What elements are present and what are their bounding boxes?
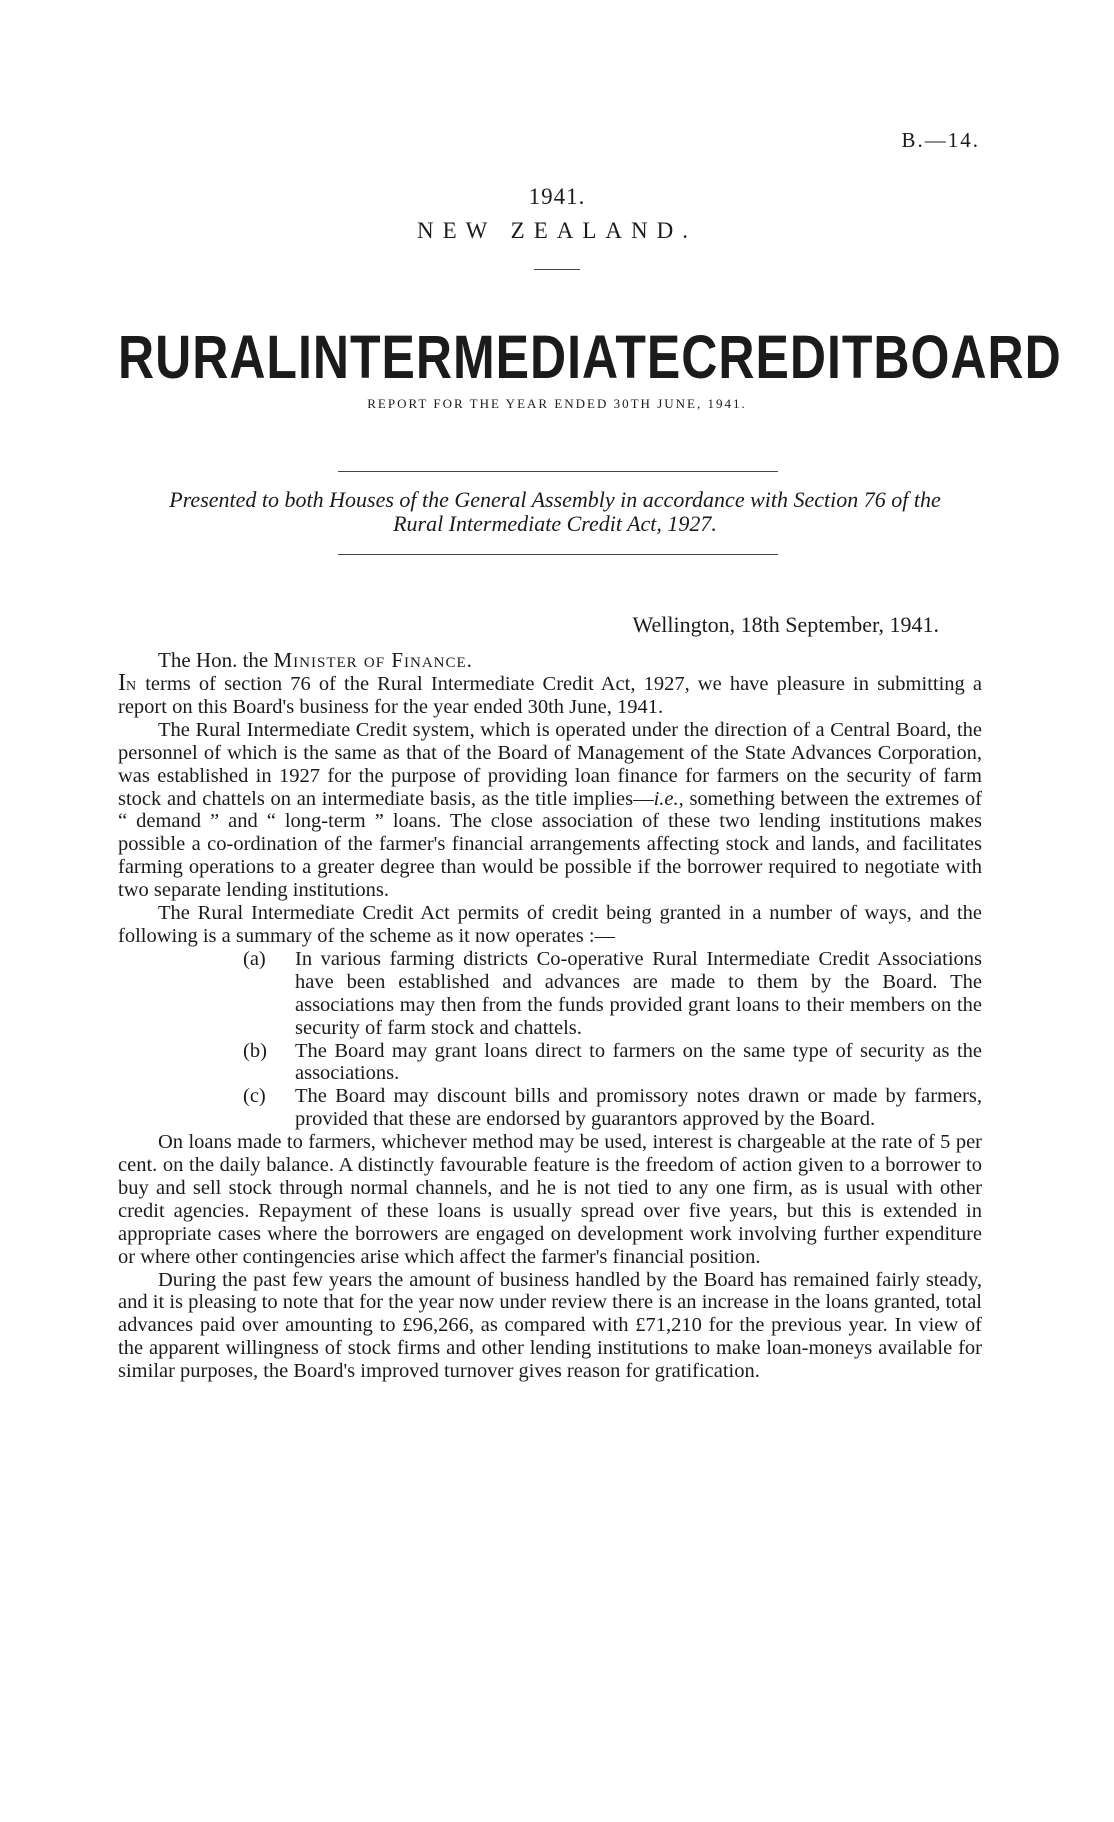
page-title (118, 322, 1062, 393)
list-item-label: (a) (243, 947, 266, 970)
document-year: 1941. (528, 184, 586, 209)
paragraph-text: terms of section 76 of the Rural Intermediate Credit Act, 1927, we have pleasure in submitting a report on this Board's business for the year ended 30th June, 1941. (118, 673, 982, 718)
country-heading: NEW ZEALAND. (416, 218, 698, 243)
paragraph: During the past few years the amount of business handled by the Board has remained fairly steady, and it is pleasing to note that for the year now under review there is an increase in the loans granted, total advances paid over amounting to £96,266, as compared with £71,210 for the previous year. In view of the apparent willingness of stock firms and other lending institutions to make loan-moneys available for similar purposes, the Board's improved turnover gives reason for gratification. (118, 1268, 982, 1383)
small-caps-run: n (126, 673, 138, 695)
report-body (118, 672, 982, 1383)
list-item-text: The Board may grant loans direct to farmers on the same type of security as the associations. (295, 1039, 982, 1085)
divider (534, 269, 580, 270)
list-item (243, 948, 982, 1040)
paragraph (118, 672, 982, 719)
list-item-label: (c) (243, 1085, 266, 1108)
title-word: CREDIT (681, 323, 874, 392)
presentation-note (120, 488, 990, 536)
list-item-text: The Board may discount bills and promissory notes drawn or made by farmers, provided that these are endorsed by guarantors approved by the Board. (295, 1085, 982, 1131)
divider (338, 554, 778, 555)
title-word: RURAL (118, 323, 298, 392)
italic-abbreviation: i.e. (653, 787, 679, 810)
drop-capital: I (118, 670, 126, 696)
document-reference: B.—14. (901, 128, 980, 152)
paragraph: The Rural Intermediate Credit Act permits of credit being granted in a number of ways, and the following is a summary of the scheme as it now operates :— (118, 902, 982, 947)
letter-addressee (158, 648, 473, 673)
paragraph-text: The Rural Intermediate Credit system, which is operated under the direction of a Central Board, the personnel of which is the same as that of the Board of Management of the State Advances Corporation, was established in 1927 for the purpose of providing loan finance for farmers on the security of farm stock and chattels on an intermediate basis, as the title implies— (118, 718, 982, 810)
paragraph-text: , something between the extremes of “ demand ” and “ long-term ” loans. The close association of these two lending institutions makes possible a co-ordination of the farmer's financial arrangements affecting stock and lands, and facilitates farming operations to a greater degree than would be possible if the borrower required to negotiate with two separate lending institutions. (118, 787, 982, 902)
list-item (243, 1040, 982, 1086)
presentation-line: Presented to both Houses of the General Assembly in accordance with Section 76 of the (169, 487, 941, 512)
title-word: BOARD (873, 323, 1062, 392)
paragraph: On loans made to farmers, whichever method may be used, interest is chargeable at the rate of 5 per cent. on the daily balance. A distinctly favourable feature is the freedom of action given to a borrower to buy and sell stock through normal channels, and he is not tied to any one firm, as is usual with other credit agencies. Repayment of these loans is usually spread over five years, but this is extended in appropriate cases where the borrowers are engaged on development work involving further expenditure or where other contingencies arise which affect the farmer's financial position. (118, 1131, 982, 1268)
list-item-text: In various farming districts Co-operative Rural Intermediate Credit Associations have been established and advances are made to them by the Board. The associations may then from the funds provided grant loans to their members on the security of farm stock and chattels. (295, 947, 982, 1039)
addressee-prefix: The Hon. the (158, 648, 274, 672)
paragraph (118, 719, 982, 902)
letter-dateline: Wellington, 18th September, 1941. (632, 612, 939, 637)
list-item (243, 1085, 982, 1131)
report-subtitle: REPORT FOR THE YEAR ENDED 30TH JUNE, 1941. (367, 396, 747, 411)
list-item-label: (b) (243, 1039, 267, 1062)
presentation-line: Rural Intermediate Credit Act, 1927. (393, 511, 717, 536)
addressee-title: Minister of Finance. (273, 648, 473, 672)
title-word: INTERMEDIATE (297, 323, 682, 392)
divider (338, 471, 778, 472)
